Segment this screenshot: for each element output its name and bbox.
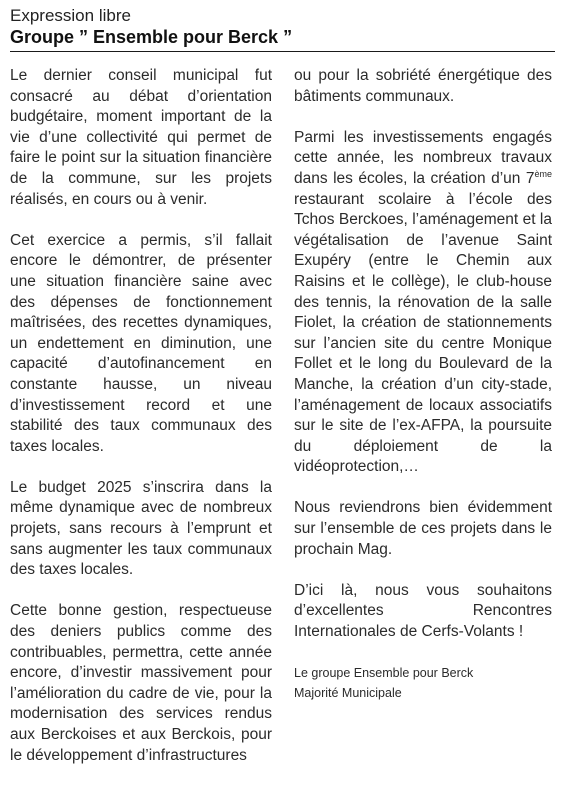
paragraph-continuation: ou pour la sobriété énergétique des bâtiments communaux. bbox=[294, 67, 552, 105]
section-kicker: Expression libre bbox=[10, 6, 131, 25]
right-column bbox=[294, 66, 552, 724]
signature-group: Le groupe Ensemble pour Berck bbox=[294, 666, 474, 681]
article-header bbox=[10, 5, 555, 52]
signature-majority: Majorité Municipale bbox=[294, 686, 402, 701]
group-title: Groupe ” Ensemble pour Berck ” bbox=[10, 26, 555, 52]
paragraph-good-management: Cette bonne gestion, respectueuse des deniers publics comme des contribuables, permettra, cette année encore, d’investir massivement pour l’amélioration du cadre de vie, pour la modernisation des services rendus aux Berckoises et aux Berckois, pour le développement d’infrastructures bbox=[10, 602, 272, 764]
paragraph-next-mag: Nous reviendrons bien évidemment sur l’ensemble de ces projets dans le prochain Mag. bbox=[294, 499, 552, 558]
investments-text-start: Parmi les investissements engagés cette année, les nombreux travaux dans les écoles, la création d’un 7 bbox=[294, 128, 552, 187]
paragraph-budget-2025: Le budget 2025 s’inscrira dans la même dynamique avec de nombreux projets, sans recours à l’emprunt et sans augmenter les taux communaux des taxes locales. bbox=[10, 478, 272, 579]
signature bbox=[294, 663, 552, 703]
left-column bbox=[10, 66, 272, 787]
paragraph-financial-situation: Cet exercice a permis, s’il fallait encore le démontrer, de présenter une situation financière saine avec des dépenses de fonctionnement maîtrisées, des recettes dynamiques, un endettement en diminution, une capacité d’autofinancement en constante hausse, un niveau d’investissement record et une stabilité des taux communaux des taxes locales. bbox=[10, 231, 272, 455]
ordinal-superscript: ème bbox=[534, 168, 552, 179]
investments-text-end: restaurant scolaire à l’école des Tchos Berckoes, l’aménagement et la végétalisation de l’avenue Saint Exupéry (entre le Chemin aux Raisins et le collège), le club-house des tennis, la rénovation de la salle Fiolet, la création de stationnements sur l’ancien site du centre Monique Follet et le long du Boulevard de la Manche, la création d’un city-stade, l’aménagement de locaux associatifs sur le site de l’ex-AFPA, la poursuite du déploiement de la vidéoprotection,… bbox=[294, 190, 552, 476]
paragraph-intro: Le dernier conseil municipal fut consacré au débat d’orientation budgétaire, moment important de la vie d’une collectivité qui permet de faire le point sur la situation financière de la commune, sur les projets réalisés, en cours ou à venir. bbox=[10, 67, 272, 208]
paragraph-investments bbox=[294, 128, 552, 478]
paragraph-kite-festival: D’ici là, nous vous souhaitons d’excellentes Rencontres Internationales de Cerfs-Volants ! bbox=[294, 581, 552, 641]
